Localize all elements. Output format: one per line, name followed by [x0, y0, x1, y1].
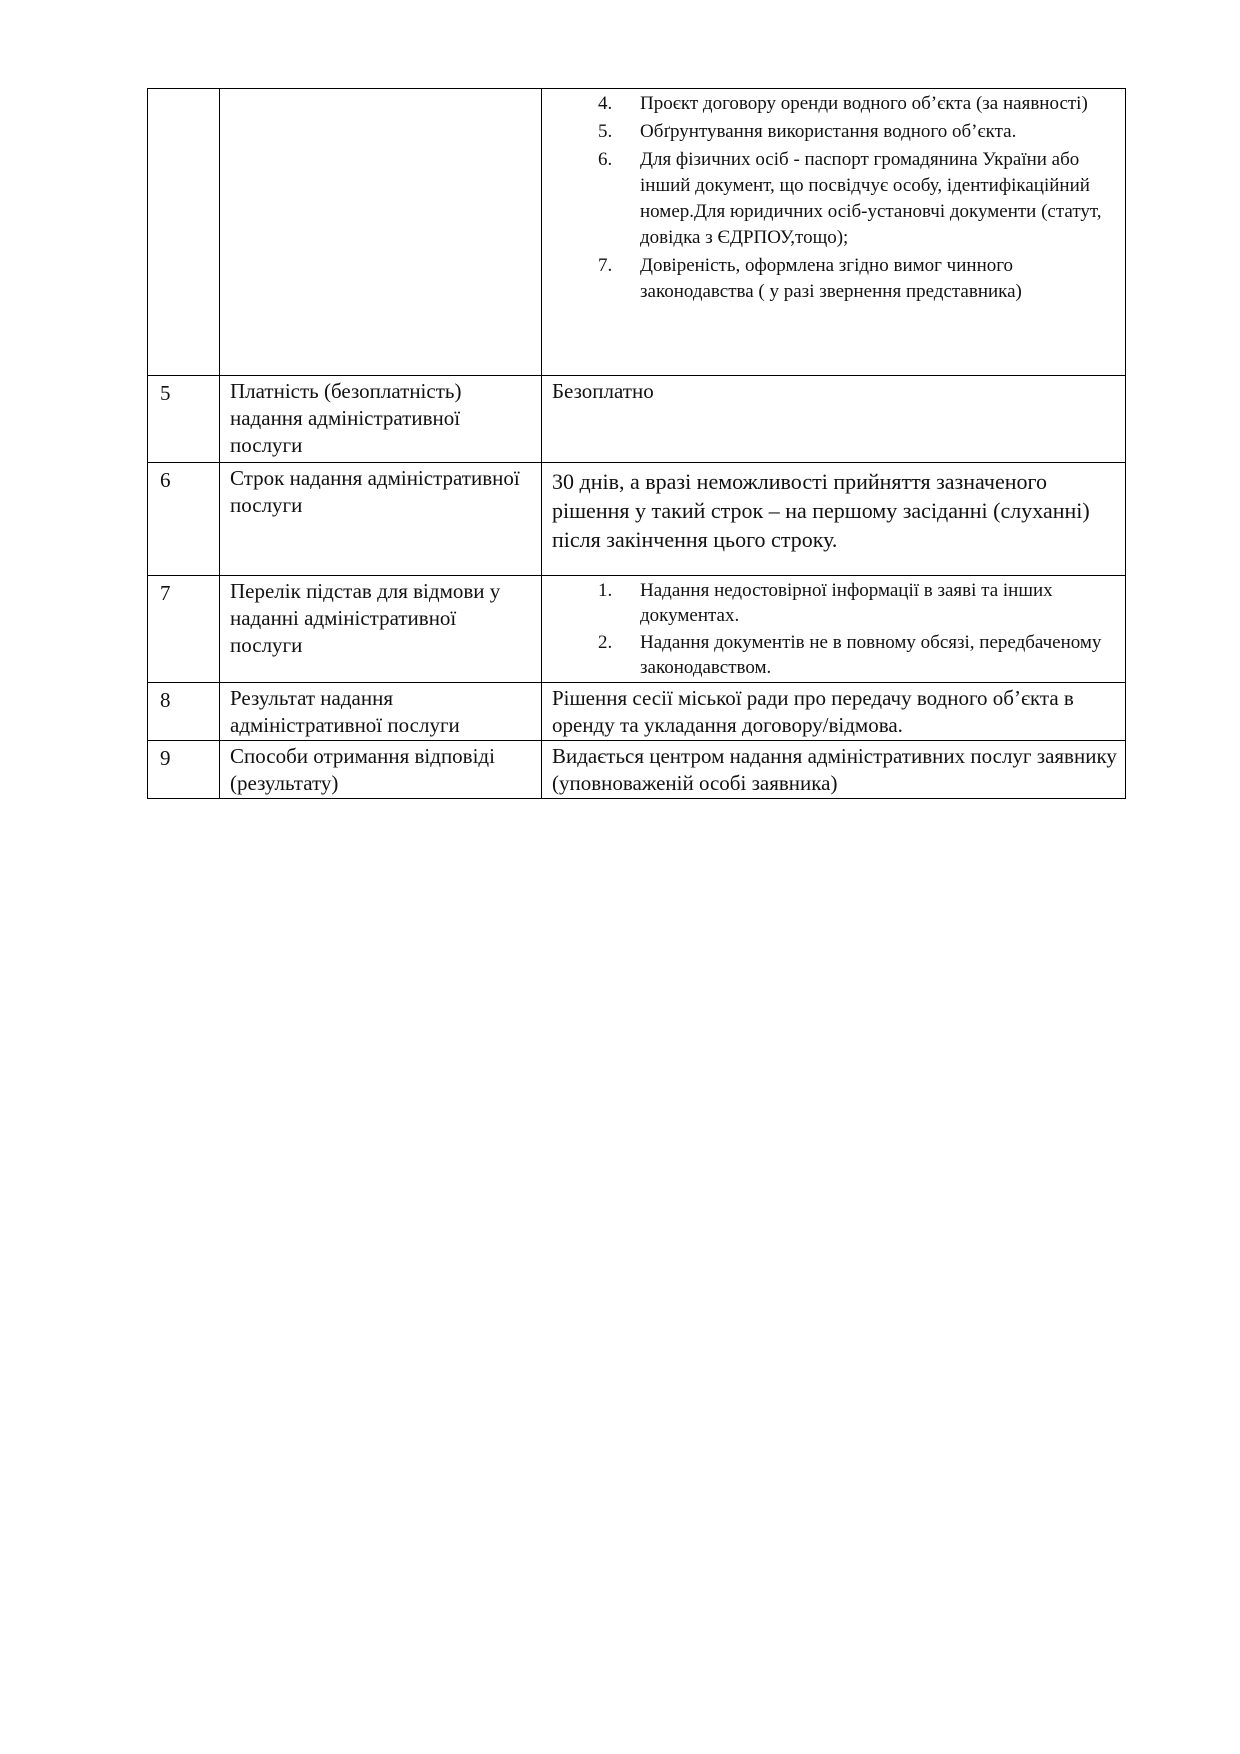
table-row — [148, 683, 1126, 741]
list-item — [552, 147, 1117, 251]
name-cell — [220, 741, 542, 799]
number-cell — [148, 463, 220, 576]
name-cell — [220, 89, 542, 376]
list-item-number: 7. — [598, 255, 613, 276]
list-item — [552, 630, 1117, 680]
list-item — [552, 91, 1117, 117]
number-cell — [148, 683, 220, 741]
service-info-table — [147, 88, 1126, 799]
name-cell — [220, 576, 542, 683]
name-cell — [220, 376, 542, 463]
row-description: 30 днів, а вразі неможливості прийняття зазначеного рішення у такий строк – на першому засіданні (слуханні) після закінчення цього строку. — [552, 469, 1090, 552]
row-name: Платність (безоплатність) надання адміністративної послуги — [230, 379, 462, 457]
list-item-number: 1. — [598, 580, 613, 601]
list-item-text: Надання недостовірної інформації в заяві та інших документах. — [640, 580, 1053, 626]
row-description: Видається центром надання адміністративних послуг заявнику (уповноваженій особі заявника) — [552, 744, 1117, 795]
documents-list — [552, 91, 1117, 305]
number-cell — [148, 376, 220, 463]
table-row — [148, 463, 1126, 576]
refusal-reasons-list — [552, 578, 1117, 680]
description-cell — [542, 741, 1126, 799]
number-cell — [148, 89, 220, 376]
list-item — [552, 578, 1117, 628]
row-number: 8 — [160, 688, 171, 712]
row-number: 9 — [160, 746, 171, 770]
row-number: 7 — [160, 581, 171, 605]
table-row — [148, 741, 1126, 799]
list-item-text: Надання документів не в повному обсязі, передбаченому законодавством. — [640, 632, 1102, 678]
row-name: Строк надання адміністративної послуги — [230, 466, 520, 517]
table-row — [148, 576, 1126, 683]
table-row — [148, 89, 1126, 376]
table-row — [148, 376, 1126, 463]
row-name: Способи отримання відповіді (результату) — [230, 744, 495, 795]
name-cell — [220, 683, 542, 741]
row-name: Перелік підстав для відмови у наданні адміністративної послуги — [230, 579, 501, 657]
list-item-number: 4. — [598, 93, 613, 114]
description-cell — [542, 683, 1126, 741]
row-description: Безоплатно — [552, 379, 654, 403]
description-cell — [542, 89, 1126, 376]
row-name: Результат надання адміністративної послуги — [230, 686, 460, 737]
row-number: 6 — [160, 468, 171, 492]
list-item-text: Для фізичних осіб - паспорт громадянина України або інший документ, що посвідчує особу, ідентифікаційний номер.Для юридичних осіб-установчі документи (статут, довідка з ЄДРПОУ,тощо); — [640, 149, 1102, 248]
description-cell — [542, 376, 1126, 463]
row-description: Рішення сесії міської ради про передачу водного об’єкта в оренду та укладання договору/відмова. — [552, 686, 1074, 737]
description-cell — [542, 463, 1126, 576]
number-cell — [148, 576, 220, 683]
list-item — [552, 253, 1117, 305]
name-cell — [220, 463, 542, 576]
number-cell — [148, 741, 220, 799]
list-item-number: 2. — [598, 632, 613, 653]
row-number: 5 — [160, 381, 171, 405]
list-item-number: 6. — [598, 149, 613, 170]
description-cell — [542, 576, 1126, 683]
list-item-text: Проєкт договору оренди водного об’єкта (за наявності) — [640, 93, 1088, 114]
list-item — [552, 119, 1117, 145]
list-item-text: Обґрунтування використання водного об’єкта. — [640, 121, 1017, 142]
list-item-number: 5. — [598, 121, 613, 142]
list-item-text: Довіреність, оформлена згідно вимог чинного законодавства ( у разі звернення представника) — [640, 255, 1022, 302]
